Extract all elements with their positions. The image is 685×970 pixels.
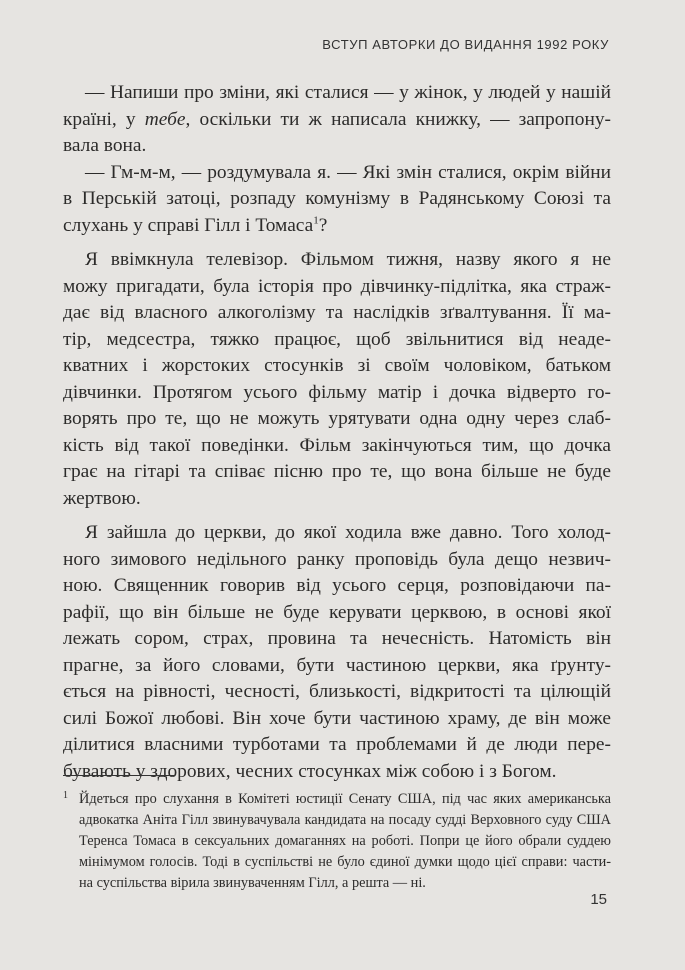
text-line: кість від такої поведінки. Фільм закінчуються тим, що дочка	[63, 434, 611, 456]
text-line: лежать сором, страх, провина та нечесність. Натомість він	[63, 628, 611, 649]
text-line: бувають у здорових, чесних стосунках між собою і з Богом.	[63, 760, 557, 782]
text-line: тір, медсестра, тяжко працює, щоб звільнитися від неаде-	[63, 328, 611, 350]
paragraph	[63, 247, 611, 512]
text-line: кватних і жорстоких стосунків зі своїм чоловіком, батьком	[63, 355, 611, 376]
footnote	[63, 789, 611, 894]
text-line: в Перській затоці, розпаду комунізму в Радянському Союзі та	[63, 188, 611, 209]
emphasis: тебе	[144, 108, 186, 130]
text-line: грає на гітарі та співає пісню про те, що вона більше не буде	[63, 461, 611, 482]
text-line: рафії, що він більше не буде керувати церквою, в основі якої	[63, 601, 611, 623]
running-head: ВСТУП АВТОРКИ ДО ВИДАННЯ 1992 РОКУ	[322, 37, 609, 52]
text-line: можу пригадати, була історія про дівчинку-підлітка, яка страж-	[63, 275, 611, 297]
footnote-ref[interactable]: 1	[313, 214, 319, 227]
body-text	[63, 80, 611, 785]
text-line: Йдеться про слухання в Комітеті юстиції Сенату США, під час яких американська	[79, 791, 611, 807]
text-line: ною. Священник говорив від усього серця, розповідаючи па-	[63, 575, 611, 596]
text-line: жертвою.	[63, 487, 141, 509]
page-number: 15	[590, 891, 607, 908]
text-line	[63, 107, 611, 134]
text-run: , оскільки ти ж написала книжку, — запропону-	[185, 108, 611, 130]
text-line: вала вона.	[63, 135, 147, 156]
text-line: Я зайшла до церкви, до якої ходила вже давно. Того холод-	[85, 522, 611, 543]
footnote-mark: 1	[63, 790, 68, 801]
text-line: ного зимового недільного ранку проповідь була дещо незвич-	[63, 548, 611, 570]
text-line: Теренса Томаса в сексуальних домаганнях на роботі. Попри це його обрали суддею	[79, 833, 611, 849]
text-line: дівчинки. Протягом усього фільму матір і дочка відверто го-	[63, 381, 611, 403]
text-line: адвокатка Аніта Гілл звинувачувала кандидата на посаду судді Верховного суду США	[79, 812, 611, 828]
text-run: слухань у справі Гілл і Томаса	[63, 214, 314, 236]
text-line: на суспільства вірила звинуваченням Гілл, а решта — ні.	[79, 875, 426, 891]
text-line: прагне, за його словами, бути частиною церкви, яка ґрунту-	[63, 654, 611, 676]
text-line: ділитися власними турботами та проблемами й де люди пере-	[63, 734, 611, 755]
text-run: ?	[318, 214, 328, 236]
text-line: мінімумом голосів. Тоді в суспільстві не було єдиної думки щодо цієї справи: части-	[79, 854, 611, 870]
text-line: Я ввімкнула телевізор. Фільмом тижня, назву якого я не	[85, 249, 611, 270]
text-line: силі Божої любові. Він хоче бути частиною храму, де він може	[63, 707, 611, 729]
text-line: — Напиши про зміни, які сталися — у жінок, у людей у нашій	[85, 82, 611, 103]
text-line: дає від власного алкоголізму та наслідків зґвалтування. Її ма-	[63, 302, 611, 323]
footnote-divider	[63, 775, 175, 776]
text-line: ється на рівності, чесності, близькості, відкритості та цілющій	[63, 681, 611, 702]
text-line: — Гм-м-м, — роздумувала я. — Які змін сталися, окрім війни	[85, 161, 611, 183]
paragraph	[63, 520, 611, 785]
text-run: країні, у	[63, 108, 145, 130]
text-line	[63, 213, 611, 240]
text-line: ворять про те, що не можуть урятувати одна одну через слаб-	[63, 408, 611, 429]
footnote-text	[79, 789, 611, 894]
